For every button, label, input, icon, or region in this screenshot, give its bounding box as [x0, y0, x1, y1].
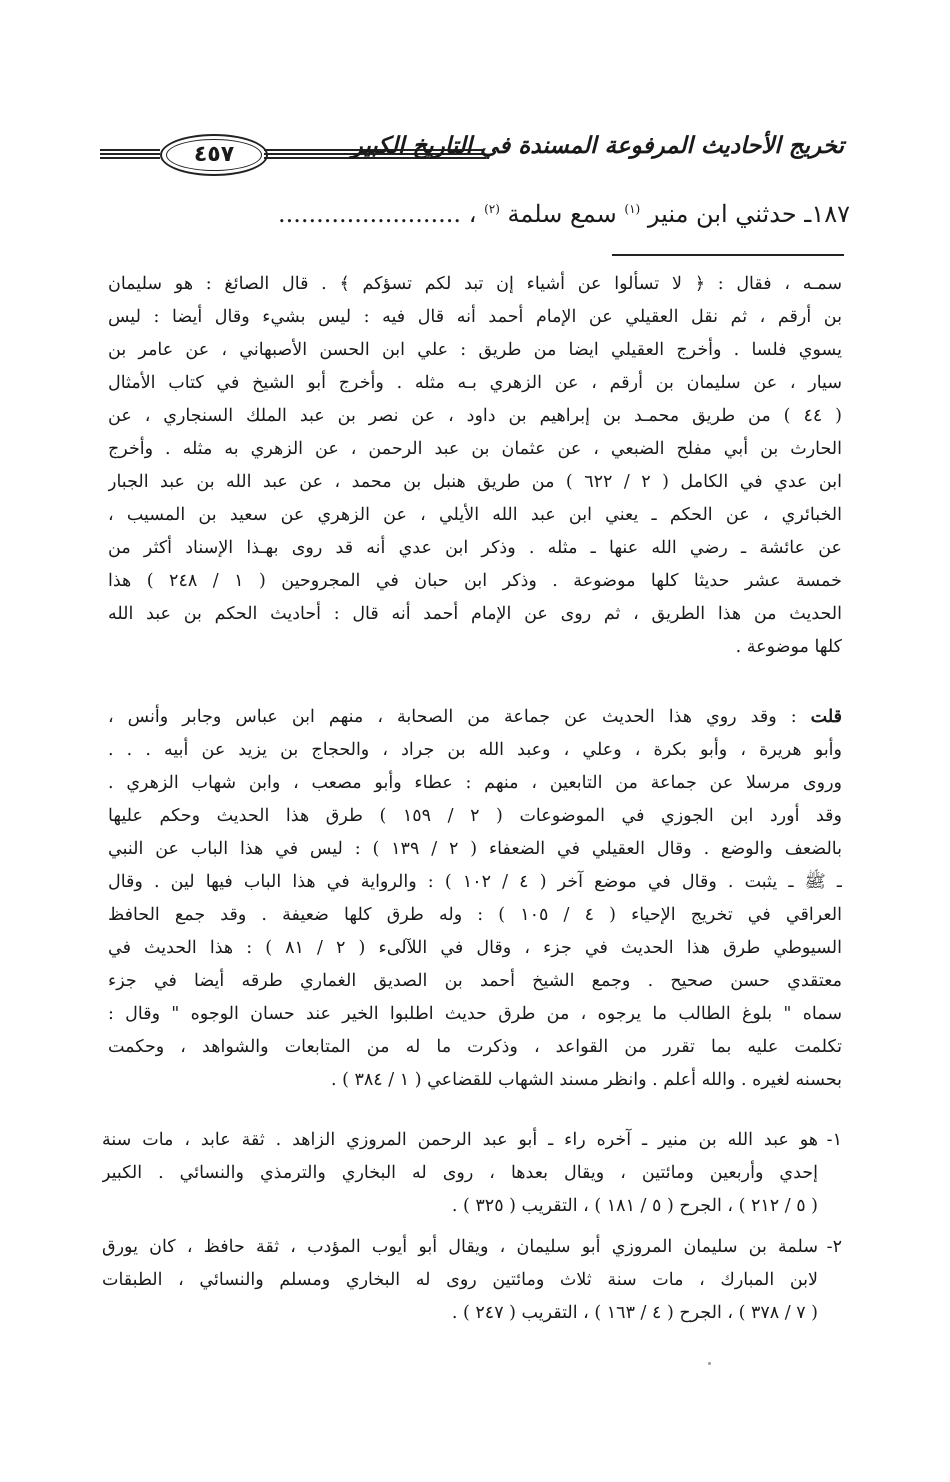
qultu-line: ـ ﷺ ـ يثبت . وقال في موضع آخر ( ٤ / ١٠٢ ) : والرواية في هذا الباب فيها لين . وقال [108, 872, 842, 892]
footnote-line: ( ٥ / ٢١٢ ) ، الجرح ( ٥ / ١٨١ ) ، التقريب ( ٣٢٥ ) . [451, 1196, 818, 1216]
qultu-line: العراقي في تخريج الإحياء ( ٤ / ١٠٥ ) : وله طرق كلها ضعيفة . وقد جمع الحافظ [108, 905, 842, 925]
body-line: خمسة عشر حديثا كلها موضوعة . وذكر ابن حبان في المجروحين ( ١ / ٢٤٨ ) هذا [108, 571, 842, 591]
qultu-label: قلت [810, 707, 842, 727]
body-line: سيار ، عن سليمان بن أرقم ، عن الزهري بـه مثله . وأخرج أبو الشيخ في كتاب الأمثال [108, 373, 842, 393]
page-header [100, 130, 844, 186]
qultu-line: بحسنه لغيره . والله أعلم . وانظر مسند الشهاب للقضاعي ( ١ / ٣٨٤ ) . [330, 1070, 842, 1090]
body-line: الخبائري ، عن الحكم ـ يعني ابن عبد الله الأيلي ، عن الزهري عن سعيد بن المسيب ، [108, 505, 842, 525]
footnote-text: سلمة بن سليمان المروزي أبو سليمان ، ويقال أبو أيوب المؤدب ، ثقة حافظ ، كان يورق [102, 1237, 818, 1257]
body-line: يسوي فلسا . وأخرج العقيلي ايضا من طريق : علي ابن الحسن الأصبهاني ، عن عامر بن [108, 340, 842, 360]
footnote-line: إحدي وأربعين ومائتين ، ويقال بعدها ، روى له البخاري والترمذي والنسائي . الكبير [102, 1163, 818, 1183]
hadith-tail: ، ........................ [277, 200, 477, 228]
qultu-line: وقد أورد ابن الجوزي في الموضوعات ( ٢ / ١٥٩ ) طرق هذا الحديث وحكم عليها [108, 806, 842, 826]
footnote-ref-2: (٢) [484, 202, 500, 216]
qultu-first-line [108, 701, 842, 734]
footnote-text: هو عبد الله بن منير ـ آخره راء ـ أبو عبد الرحمن المروزي الزاهد . ثقة عابد ، مات سنة [102, 1130, 818, 1150]
qultu-line: معتقدي حسن صحيح . وجمع الشيخ أحمد بن الصديق الغماري طرقه أيضا في جزء [108, 971, 842, 991]
qultu-line: وروى مرسلا عن جماعة من التابعين ، منهم : عطاء وأبو مصعب ، وابن شهاب الزهري . [108, 773, 842, 793]
qultu-line: السيوطي طرق هذا الحديث في جزء ، وقال في اللآلىء ( ٢ / ٨١ ) : هذا الحديث في [108, 938, 842, 958]
hadith-heading [106, 200, 850, 228]
print-speck [708, 1362, 711, 1365]
body-line: عن عائشة ـ رضي الله عنها ـ مثله . وذكر ابن عدي أنه قد روى بهـذا الإسناد أكثر من [108, 538, 842, 558]
page-number: ٤٥٧ [160, 134, 268, 176]
qultu-line: تكلمت عليه بما تقرر من القواعد ، وذكرت ما له من المتابعات والشواهد ، وحكمت [108, 1037, 842, 1057]
takhrij-paragraph [108, 268, 842, 664]
body-line: بن أرقم ، ثم نقل العقيلي عن الإمام أحمد أنه قال فيه : ليس بشيء وقال أيضا : ليس [108, 307, 842, 327]
body-line: ابن عدي في الكامل ( ٢ / ٦٢٢ ) من طريق هنبل بن محمد ، عن عبد الله بن عبد الجبار [108, 472, 842, 492]
footnote-2 [102, 1231, 842, 1330]
header-rule-left [100, 149, 160, 159]
hadith-text: ١٨٧ـ حدثني ابن منير [647, 200, 850, 228]
book-title: تخريج الأحاديث المرفوعة المسندة في التاريخ الكبير [351, 132, 844, 159]
body-line: الحارث بن أبي مفلح الضبعي ، عن عثمان بن عبد الرحمن ، عن الزهري به مثله . وأخرج [108, 439, 842, 459]
body-line: سمـه ، فقال : ﴿ لا تسألوا عن أشياء إن تبد لكم تسؤكم ﴾ . قال الصائغ : هو سليمان [108, 274, 842, 294]
qultu-paragraph [108, 701, 842, 1097]
footnote-line: لابن المبارك ، مات سنة ثلاث ومائتين روى له البخاري ومسلم والنسائي ، الطبقات [102, 1270, 818, 1290]
body-line: كلها موضوعة . [735, 637, 842, 657]
footnote-line: ( ٧ / ٣٧٨ ) ، الجرح ( ٤ / ١٦٣ ) ، التقريب ( ٢٤٧ ) . [451, 1303, 818, 1323]
body-line: الحديث من هذا الطريق ، ثم روى عن الإمام أحمد أنه قال : أحاديث الحكم بن عبد الله [108, 604, 842, 624]
footnote-line [102, 1124, 842, 1157]
qultu-line: وأبو هريرة ، وأبو بكرة ، وعلي ، وعبد الله بن جراد ، والحجاج بن يزيد عن أبيه . . . [108, 740, 842, 760]
hadith-text-2: سمع سلمة [507, 200, 617, 228]
footnote-ref-1: (١) [624, 202, 641, 216]
footnote-separator-rule [612, 254, 844, 256]
footnote-number: ١- [826, 1130, 842, 1150]
qultu-line: بالضعف والوضع . وقال العقيلي في الضعفاء ( ٢ / ١٣٩ ) : ليس في هذا الباب عن النبي [108, 839, 842, 859]
footnote-1 [102, 1124, 842, 1223]
qultu-first-text: : وقد روي هذا الحديث عن جماعة من الصحابة ، منهم ابن عباس وجابر وأنس ، [108, 707, 797, 727]
qultu-line: سماه " بلوغ الطالب ما يرجوه ، من طرق حديث اطلبوا الخير عند حسان الوجوه " وقال : [108, 1004, 842, 1024]
footnote-line [102, 1231, 842, 1264]
body-line: ( ٤٤ ) من طريق محمـد بن إبراهيم بن داود ، عن نصر بن عبد الملك السنجاري ، عن [108, 406, 842, 426]
footnote-number: ٢- [826, 1237, 842, 1257]
